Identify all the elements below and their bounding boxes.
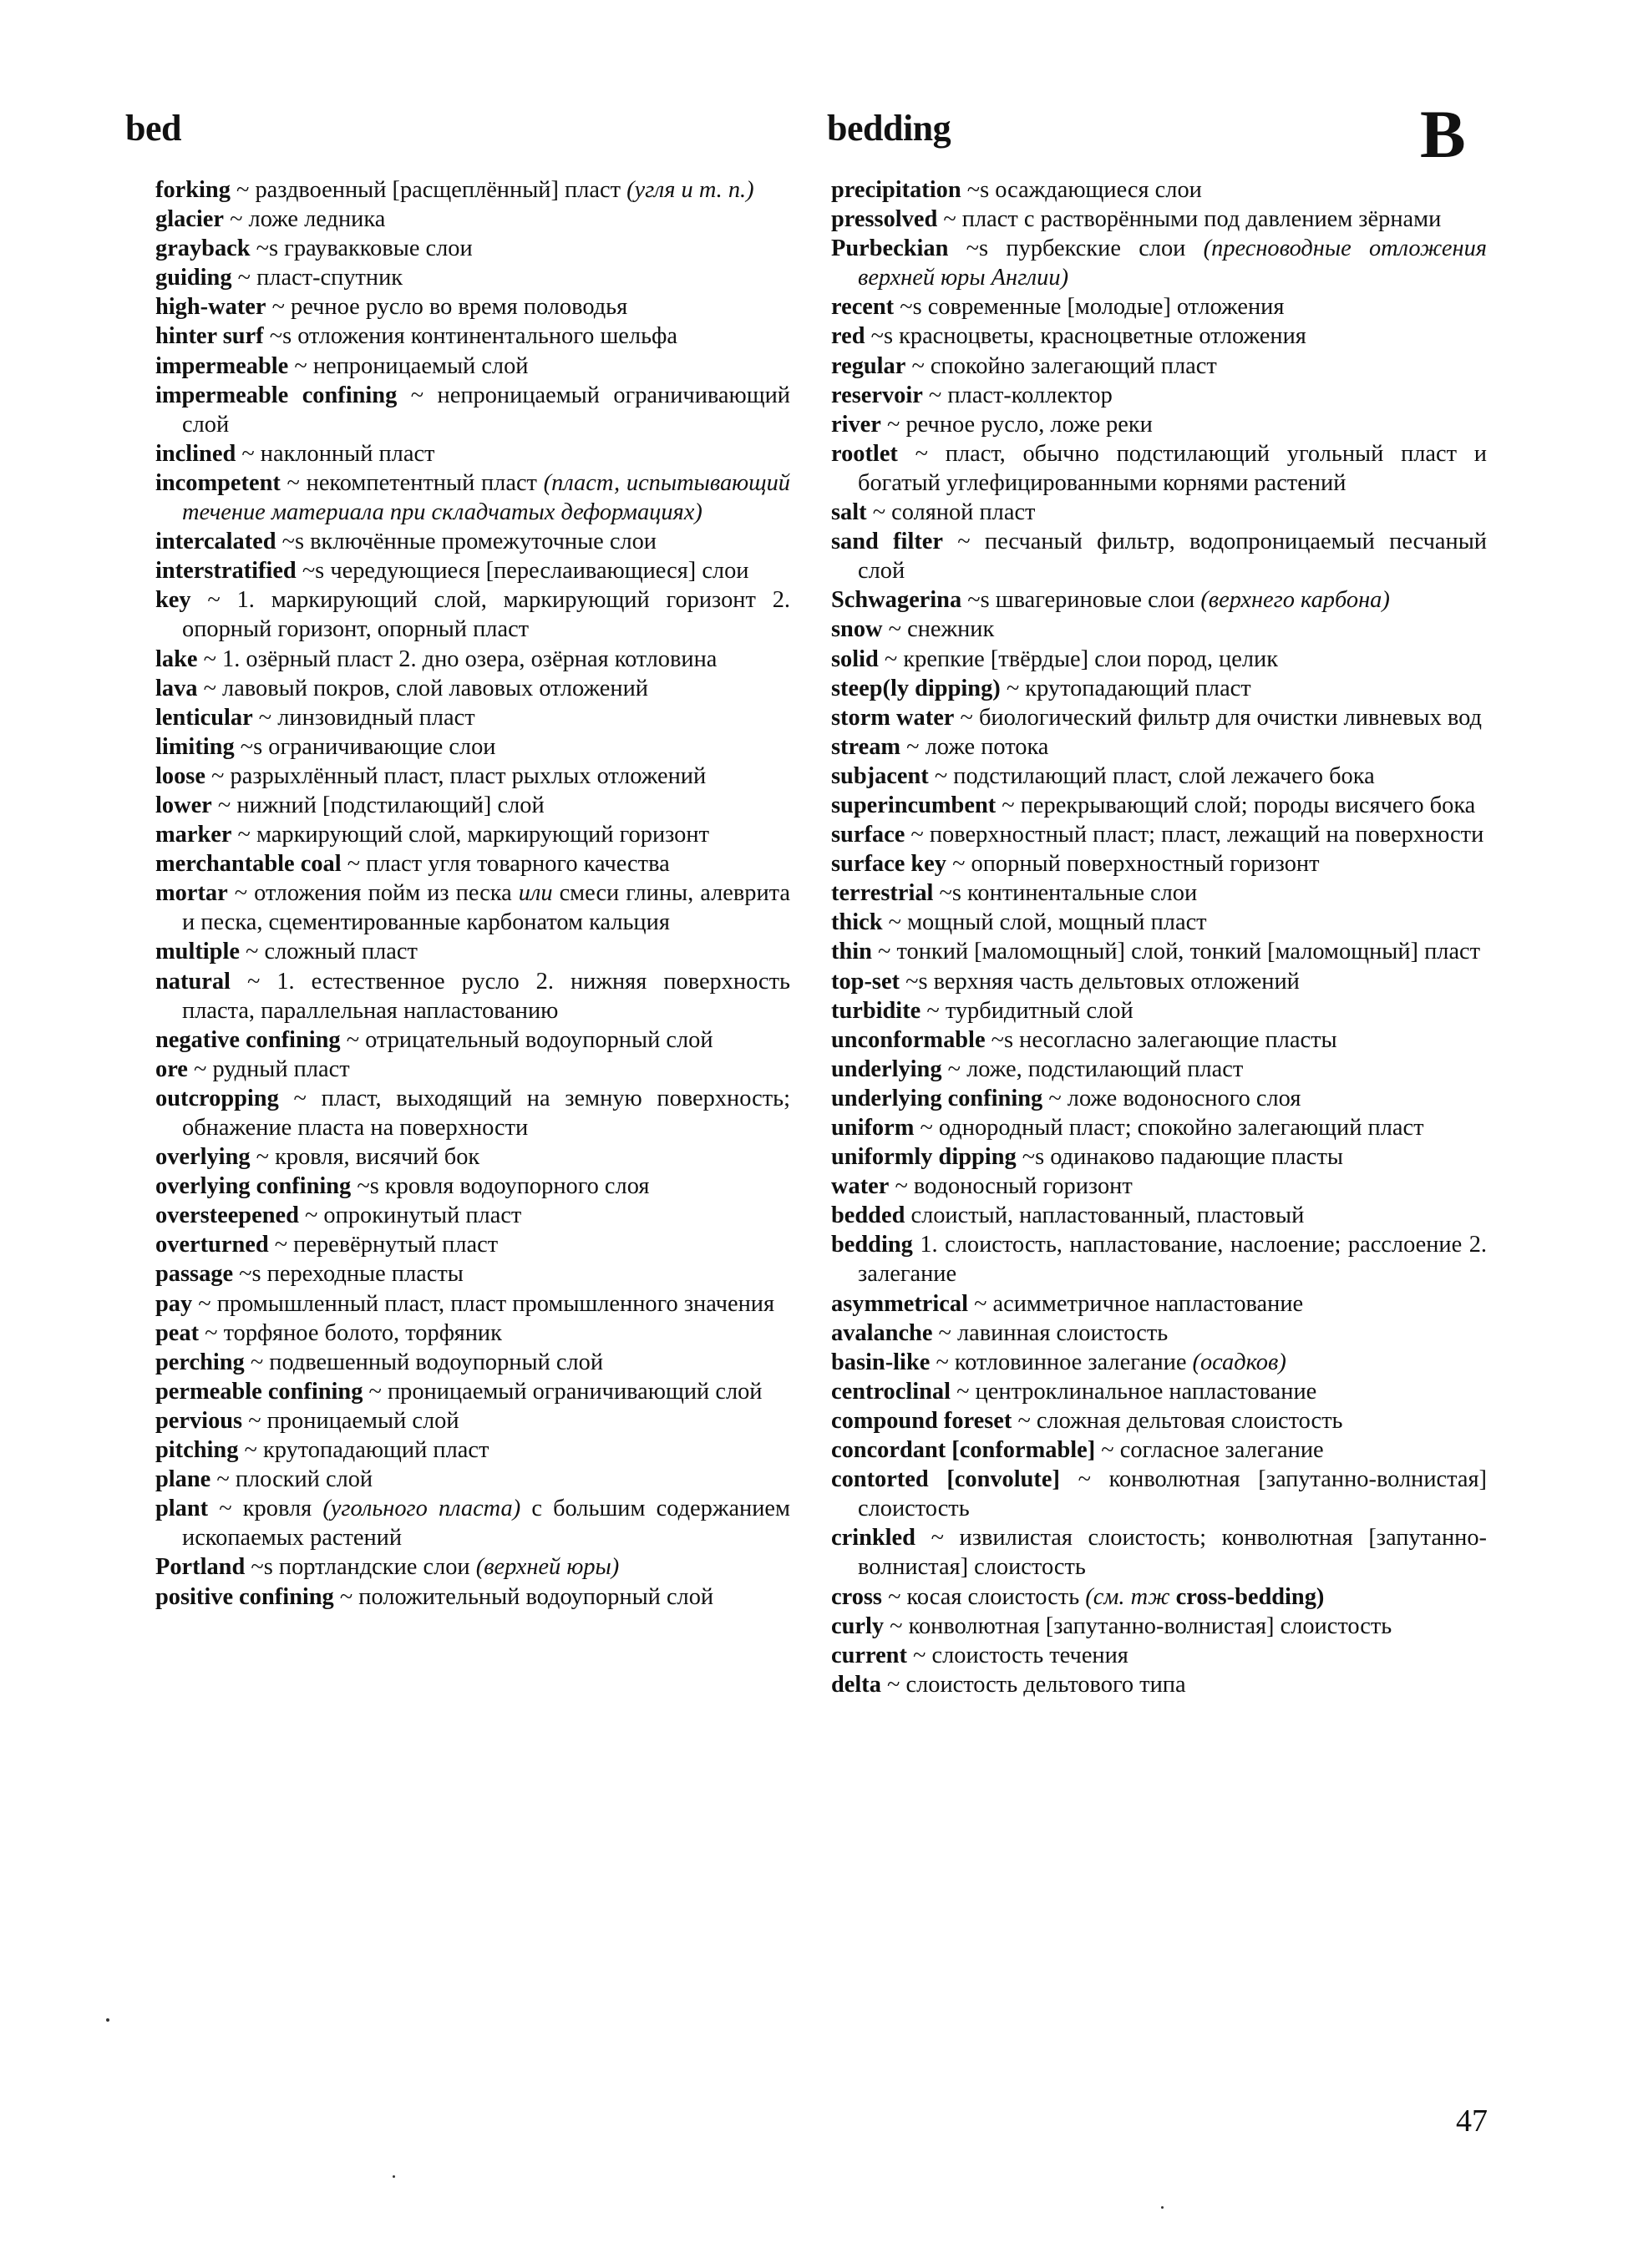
entry-cross-reference: cross-bedding)	[1169, 1583, 1325, 1610]
entry-headword: inclined	[155, 440, 236, 467]
dictionary-entry	[831, 205, 1487, 234]
entry-headword: regular	[831, 352, 906, 379]
entry-definition: ~ сложный пласт	[239, 939, 418, 965]
entry-headword: steep(ly dipping)	[831, 675, 1001, 701]
entry-definition: ~ тонкий [маломощный] слой, тонкий [маломощный] пласт	[871, 939, 1481, 965]
dictionary-entry	[155, 1259, 790, 1288]
entry-headword: unconformable	[831, 1026, 986, 1053]
entry-definition: ~ непроницаемый слой	[288, 352, 529, 379]
entry-definition: ~ нижний [подстилающий] слой	[211, 792, 545, 818]
entry-definition: ~ согласное залегание	[1095, 1437, 1324, 1464]
dictionary-entry	[831, 762, 1487, 791]
entry-headword: recent	[831, 294, 895, 321]
dictionary-entry	[831, 1084, 1487, 1113]
entry-definition: ~ раздвоенный [расщеплённый] пласт	[230, 177, 627, 203]
entry-definition: ~ торфяное болото, торфяник	[199, 1319, 502, 1346]
dictionary-entry	[155, 1348, 790, 1377]
dictionary-entry	[155, 292, 790, 321]
entry-definition: ~s отложения континентального шельфа	[263, 323, 678, 350]
entry-headword: lake	[155, 645, 198, 672]
entry-definition: ~ рудный пласт	[187, 1056, 350, 1082]
entry-headword: basin-like	[831, 1349, 931, 1375]
dictionary-entry	[831, 381, 1487, 410]
entry-headword: Schwagerina	[831, 587, 962, 614]
entry-headword: lenticular	[155, 704, 253, 731]
entry-definition: ~ лавинная слоистость	[932, 1319, 1169, 1346]
entry-definition: ~ некомпетентный пласт	[280, 469, 544, 496]
dictionary-entry	[155, 1465, 790, 1494]
entry-definition: ~ косая слоистость	[881, 1583, 1086, 1610]
entry-definition: ~s кровля водоупорного слоя	[351, 1173, 650, 1200]
entry-definition: ~ проницаемый слой	[242, 1407, 459, 1434]
dictionary-entry	[831, 527, 1487, 585]
dictionary-entry	[831, 234, 1487, 292]
dictionary-entry	[831, 1465, 1487, 1523]
entry-definition: ~ кровля, висячий бок	[250, 1144, 480, 1171]
section-letter: B	[1420, 96, 1466, 172]
entry-definition: ~s портландские слои	[245, 1554, 476, 1581]
entry-definition: ~s включённые промежуточные слои	[276, 529, 657, 555]
entry-definition: ~ отложения пойм из песка	[227, 880, 519, 907]
entry-headword: guiding	[155, 265, 232, 291]
entry-headword: overturned	[155, 1232, 269, 1258]
entry-note: (см. тж	[1085, 1583, 1170, 1610]
entry-headword: plane	[155, 1466, 211, 1493]
entry-definition: ~ непроницаемый ограничивающий слой	[182, 382, 790, 438]
entry-definition: ~ пласт, обычно подстилающий угольный пласт и богатый углефицированными корнями растений	[858, 440, 1487, 496]
entry-headword: key	[155, 587, 191, 614]
entry-headword: uniformly dipping	[831, 1144, 1017, 1171]
entry-headword: bedded	[831, 1202, 905, 1229]
dictionary-entry	[831, 175, 1487, 205]
dictionary-entry	[831, 1670, 1487, 1699]
dictionary-entry	[155, 175, 790, 205]
entry-headword: marker	[155, 822, 232, 848]
dictionary-entry	[155, 381, 790, 439]
entry-headword: glacier	[155, 206, 224, 233]
entry-definition: ~ слоистость течения	[906, 1642, 1128, 1668]
dictionary-entry	[155, 439, 790, 468]
entry-headword: oversteepened	[155, 1202, 299, 1229]
entry-definition: ~s швагериновые слои	[961, 587, 1201, 614]
entry-headword: surface key	[831, 851, 946, 878]
dictionary-entry	[155, 234, 790, 263]
entry-definition: ~ подвешенный водоупорный слой	[244, 1349, 604, 1375]
print-speck	[1161, 2206, 1164, 2209]
entry-definition: слоистый, напластованный, пластовый	[905, 1202, 1305, 1229]
entry-definition: ~ центроклинальное напластование	[950, 1378, 1317, 1405]
dictionary-entry	[155, 674, 790, 703]
dictionary-entry	[155, 1377, 790, 1406]
entry-headword: lava	[155, 675, 198, 701]
entry-headword: river	[831, 411, 881, 438]
entry-definition: ~ крутопадающий пласт	[238, 1437, 489, 1464]
dictionary-entry	[155, 878, 790, 937]
dictionary-entry	[831, 674, 1487, 703]
entry-definition: ~ пласт, выходящий на земную поверхность; обнажение пласта на поверхности	[182, 1085, 790, 1141]
dictionary-entry	[155, 703, 790, 732]
dictionary-entry	[155, 1084, 790, 1142]
entry-definition: ~ пласт с растворёнными под давлением зёрнами	[937, 206, 1442, 233]
dictionary-entry	[155, 820, 790, 849]
entry-definition: ~ ложе потока	[900, 733, 1049, 760]
dictionary-entry	[831, 1641, 1487, 1670]
entry-headword: solid	[831, 645, 879, 672]
dictionary-entry	[831, 321, 1487, 351]
entry-definition: ~ опорный поверхностный горизонт	[946, 851, 1320, 878]
entry-headword: precipitation	[831, 177, 961, 203]
entry-headword: thick	[831, 909, 883, 936]
right-guide-word: bedding	[827, 108, 951, 149]
entry-headword: turbidite	[831, 997, 921, 1024]
dictionary-entry	[155, 645, 790, 674]
entry-headword: outcropping	[155, 1085, 279, 1111]
entry-definition: ~ мощный слой, мощный пласт	[882, 909, 1207, 936]
entry-headword: rootlet	[831, 440, 898, 467]
dictionary-entry	[155, 1406, 790, 1435]
print-speck	[106, 2018, 109, 2022]
dictionary-entry	[831, 732, 1487, 762]
dictionary-entry	[831, 1289, 1487, 1319]
entry-headword: passage	[155, 1261, 234, 1288]
entry-headword: positive confining	[155, 1583, 334, 1610]
dictionary-entry	[831, 1113, 1487, 1142]
dictionary-entry	[831, 820, 1487, 849]
entry-definition: ~ линзовидный пласт	[252, 704, 475, 731]
entry-headword: bedding	[831, 1232, 913, 1258]
entry-definition: ~ турбидитный слой	[921, 997, 1134, 1024]
entry-definition: ~ однородный пласт; спокойно залегающий пласт	[914, 1115, 1424, 1141]
entry-headword: incompetent	[155, 469, 281, 496]
entry-definition: ~ лавовый покров, слой лавовых отложений	[197, 675, 648, 701]
dictionary-entry	[155, 527, 790, 556]
entry-headword: loose	[155, 762, 205, 789]
entry-definition: ~ соляной пласт	[866, 499, 1036, 526]
entry-definition: ~ ложе водоносного слоя	[1042, 1085, 1301, 1111]
entry-definition: ~ песчаный фильтр, водопроницаемый песчаный слой	[858, 529, 1487, 585]
entry-definition: ~ 1. маркирующий слой, маркирующий горизонт 2. опорный горизонт, опорный пласт	[182, 587, 790, 643]
dictionary-entry	[155, 1435, 790, 1465]
dictionary-entry	[831, 1142, 1487, 1172]
page-number: 47	[1456, 2103, 1488, 2139]
entry-headword: grayback	[155, 235, 251, 262]
dictionary-entry	[831, 1319, 1487, 1348]
dictionary-entry	[155, 1201, 790, 1230]
entry-headword: curly	[831, 1612, 885, 1639]
entry-definition: смеси глины, алеврита и песка, сцементированные карбонатом кальция	[182, 880, 790, 936]
entry-headword: merchantable coal	[155, 851, 342, 878]
dictionary-entry	[831, 498, 1487, 527]
entry-note: (осадков)	[1192, 1349, 1286, 1375]
dictionary-entry	[831, 703, 1487, 732]
entry-headword: water	[831, 1173, 890, 1200]
entry-headword: hinter surf	[155, 323, 264, 350]
entry-headword: subjacent	[831, 762, 929, 789]
entry-headword: asymmetrical	[831, 1290, 968, 1317]
entry-headword: concordant [conformable]	[831, 1437, 1096, 1464]
entry-headword: snow	[831, 616, 883, 643]
entry-definition: ~ конволютная [запутанно-волнистая] слоистость	[884, 1612, 1392, 1639]
dictionary-entry	[831, 791, 1487, 820]
headword-entry	[831, 1201, 1487, 1230]
entry-headword: surface	[831, 822, 905, 848]
entry-headword: mortar	[155, 880, 228, 907]
entry-definition: ~s граувакковые слои	[250, 235, 473, 262]
entry-definition: ~s переходные пласты	[233, 1261, 464, 1288]
entry-note: (верхнего карбона)	[1200, 587, 1390, 614]
dictionary-entry	[831, 1435, 1487, 1465]
entry-note: (пресноводные отложения верхней юры Англии)	[858, 235, 1487, 291]
left-column	[155, 175, 790, 1612]
dictionary-entry	[831, 1377, 1487, 1406]
entry-definition: ~ извилистая слоистость; конволютная [запутанно-волнистая] слоистость	[858, 1525, 1487, 1581]
entry-headword: contorted [convolute]	[831, 1466, 1060, 1493]
entry-definition: ~s одинаково падающие пласты	[1016, 1144, 1344, 1171]
entry-note: (верхней юры)	[475, 1554, 620, 1581]
entry-headword: impermeable confining	[155, 382, 398, 408]
entry-definition: ~s пурбекские слои	[948, 235, 1204, 262]
dictionary-entry	[155, 762, 790, 791]
entry-definition: с большим содержанием ископаемых растений	[182, 1496, 791, 1552]
entry-definition: ~s верхняя часть дельтовых отложений	[900, 968, 1300, 995]
entry-definition: ~ речное русло, ложе реки	[880, 411, 1153, 438]
dictionary-entry	[831, 849, 1487, 878]
print-speck	[393, 2175, 395, 2178]
dictionary-entry	[155, 849, 790, 878]
entry-headword: high-water	[155, 294, 266, 321]
entry-definition: ~ 1. естественное русло 2. нижняя поверхность пласта, параллельная напластованию	[182, 968, 790, 1024]
entry-definition: ~ ложе, подстилающий пласт	[941, 1056, 1244, 1082]
entry-headword: pay	[155, 1290, 193, 1317]
entry-headword: perching	[155, 1349, 245, 1375]
dictionary-entry	[155, 1142, 790, 1172]
entry-definition: ~s континентальные слои	[933, 880, 1198, 907]
dictionary-entry	[831, 967, 1487, 996]
entry-headword: superincumbent	[831, 792, 997, 818]
dictionary-entry	[831, 439, 1487, 498]
dictionary-entry	[831, 937, 1487, 966]
entry-headword: Purbeckian	[831, 235, 949, 262]
entry-headword: compound foreset	[831, 1407, 1012, 1434]
entry-headword: Portland	[155, 1554, 246, 1581]
entry-headword: avalanche	[831, 1319, 933, 1346]
entry-headword: lower	[155, 792, 212, 818]
entry-headword: crinkled	[831, 1525, 915, 1552]
dictionary-entry	[155, 321, 790, 351]
dictionary-entry	[155, 791, 790, 820]
dictionary-entry	[831, 292, 1487, 321]
dictionary-entry	[831, 996, 1487, 1025]
entry-headword: pressolved	[831, 206, 938, 233]
entry-headword: impermeable	[155, 352, 289, 379]
dictionary-entry	[831, 352, 1487, 381]
entry-headword: top-set	[831, 968, 900, 995]
entry-headword: natural	[155, 968, 231, 995]
entry-headword: uniform	[831, 1115, 915, 1141]
entry-definition: ~ проницаемый ограничивающий слой	[363, 1378, 763, 1405]
entry-headword: delta	[831, 1671, 881, 1698]
dictionary-entry	[155, 732, 790, 762]
entry-headword: salt	[831, 499, 867, 526]
entry-headword: permeable confining	[155, 1378, 363, 1405]
entry-definition: ~ спокойно залегающий пласт	[905, 352, 1217, 379]
entry-definition: ~ перекрывающий слой; породы висячего бока	[996, 792, 1476, 818]
right-column	[831, 175, 1487, 1699]
entry-definition: ~ асимметричное напластование	[967, 1290, 1304, 1317]
entry-definition: ~ пласт-спутник	[231, 265, 403, 291]
entry-headword: reservoir	[831, 382, 923, 408]
entry-definition: ~ слоистость дельтового типа	[880, 1671, 1186, 1698]
dictionary-entry	[831, 1025, 1487, 1055]
entry-definition: ~ пласт-коллектор	[922, 382, 1113, 408]
entry-headword: red	[831, 323, 865, 350]
entry-definition: ~ наклонный пласт	[236, 440, 435, 467]
entry-definition: ~s современные [молодые] отложения	[894, 294, 1285, 321]
dictionary-entry	[831, 1348, 1487, 1377]
entry-definition: ~ отрицательный водоупорный слой	[340, 1026, 713, 1053]
entry-headword: ore	[155, 1056, 188, 1082]
entry-definition: ~ крепкие [твёрдые] слои пород, целик	[878, 645, 1279, 672]
headword-entry	[831, 1230, 1487, 1288]
entry-headword: stream	[831, 733, 901, 760]
entry-definition: ~ перевёрнутый пласт	[268, 1232, 499, 1258]
dictionary-entry	[155, 352, 790, 381]
entry-headword: interstratified	[155, 558, 297, 585]
entry-definition: ~ положительный водоупорный слой	[333, 1583, 714, 1610]
entry-definition: ~ крутопадающий пласт	[1000, 675, 1251, 701]
entry-headword: underlying confining	[831, 1085, 1043, 1111]
entry-headword: forking	[155, 177, 231, 203]
dictionary-entry	[155, 1552, 790, 1582]
entry-definition: ~ маркирующий слой, маркирующий горизонт	[231, 822, 709, 848]
entry-definition: ~ биологический фильтр для очистки ливневых вод	[954, 704, 1482, 731]
dictionary-entry	[831, 1055, 1487, 1084]
entry-definition: ~ разрыхлённый пласт, пласт рыхлых отложений	[205, 762, 707, 789]
dictionary-entry	[155, 556, 790, 585]
dictionary-entry	[831, 878, 1487, 908]
entry-headword: current	[831, 1642, 907, 1668]
entry-headword: sand filter	[831, 529, 943, 555]
entry-definition: 1. слоистость, напластование, наслоение; расслоение 2. залегание	[858, 1232, 1487, 1288]
dictionary-entry	[831, 645, 1487, 674]
dictionary-entry	[155, 1172, 790, 1201]
dictionary-entry	[155, 967, 790, 1025]
entry-note: или	[518, 880, 553, 907]
left-guide-word: bed	[125, 108, 181, 149]
entry-headword: intercalated	[155, 529, 276, 555]
dictionary-entry	[155, 263, 790, 292]
entry-definition: ~s осаждающиеся слои	[961, 177, 1202, 203]
dictionary-entry	[155, 1582, 790, 1612]
dictionary-entry	[831, 615, 1487, 644]
dictionary-entry	[155, 1025, 790, 1055]
dictionary-entry	[155, 1319, 790, 1348]
dictionary-entry	[831, 1406, 1487, 1435]
entry-headword: negative confining	[155, 1026, 341, 1053]
dictionary-entry	[155, 585, 790, 644]
entry-definition: ~ промышленный пласт, пласт промышленного значения	[192, 1290, 775, 1317]
entry-headword: multiple	[155, 939, 240, 965]
entry-note: (угля и т. п.)	[626, 177, 754, 203]
entry-headword: cross	[831, 1583, 882, 1610]
dictionary-entry	[155, 937, 790, 966]
dictionary-entry	[831, 585, 1487, 615]
entry-headword: pitching	[155, 1437, 239, 1464]
entry-definition: ~ кровля	[208, 1496, 323, 1522]
entry-definition: ~ 1. озёрный пласт 2. дно озера, озёрная котловина	[197, 645, 718, 672]
dictionary-entry	[831, 1523, 1487, 1582]
dictionary-entry	[831, 1172, 1487, 1201]
entry-definition: ~ опрокинутый пласт	[298, 1202, 522, 1229]
dictionary-entry	[155, 468, 790, 527]
entry-headword: centroclinal	[831, 1378, 951, 1405]
entry-headword: plant	[155, 1496, 209, 1522]
dictionary-entry	[155, 1055, 790, 1084]
entry-headword: peat	[155, 1319, 200, 1346]
dictionary-entry	[155, 205, 790, 234]
dictionary-entry	[831, 908, 1487, 937]
entry-definition: ~ котловинное залегание	[930, 1349, 1193, 1375]
entry-definition: ~s чередующиеся [переслаивающиеся] слои	[296, 558, 749, 585]
entry-headword: limiting	[155, 733, 235, 760]
dictionary-entry	[155, 1289, 790, 1319]
dictionary-entry	[831, 1612, 1487, 1641]
entry-definition: ~ пласт угля товарного качества	[341, 851, 670, 878]
entry-definition: ~s красноцветы, красноцветные отложения	[865, 323, 1306, 350]
entry-definition: ~ конволютная [запутанно-волнистая] слоистость	[858, 1466, 1488, 1522]
entry-definition: ~ плоский слой	[210, 1466, 373, 1493]
entry-note: (пласт, испытывающий течение материала при складчатых деформациях)	[182, 469, 790, 526]
entry-definition: ~ речное русло во время половодья	[266, 294, 628, 321]
entry-definition: ~ сложная дельтовая слоистость	[1012, 1407, 1343, 1434]
entry-note: (угольного пласта)	[322, 1496, 521, 1522]
entry-definition: ~ поверхностный пласт; пласт, лежащий на поверхности	[905, 822, 1484, 848]
entry-headword: thin	[831, 939, 872, 965]
entry-definition: ~s ограничивающие слои	[234, 733, 496, 760]
dictionary-entry	[155, 1230, 790, 1259]
entry-headword: overlying confining	[155, 1173, 352, 1200]
dictionary-entry	[831, 410, 1487, 439]
dictionary-entry	[831, 1582, 1487, 1612]
entry-headword: underlying	[831, 1056, 942, 1082]
entry-headword: terrestrial	[831, 880, 934, 907]
entry-headword: pervious	[155, 1407, 243, 1434]
dictionary-entry	[155, 1494, 790, 1552]
entry-headword: storm water	[831, 704, 955, 731]
entry-headword: overlying	[155, 1144, 251, 1171]
entry-definition: ~ ложе ледника	[223, 206, 386, 233]
entry-definition: ~ водоносный горизонт	[889, 1173, 1133, 1200]
entry-definition: ~s несогласно залегающие пласты	[985, 1026, 1337, 1053]
entry-definition: ~ снежник	[882, 616, 995, 643]
entry-definition: ~ подстилающий пласт, слой лежачего бока	[928, 762, 1375, 789]
